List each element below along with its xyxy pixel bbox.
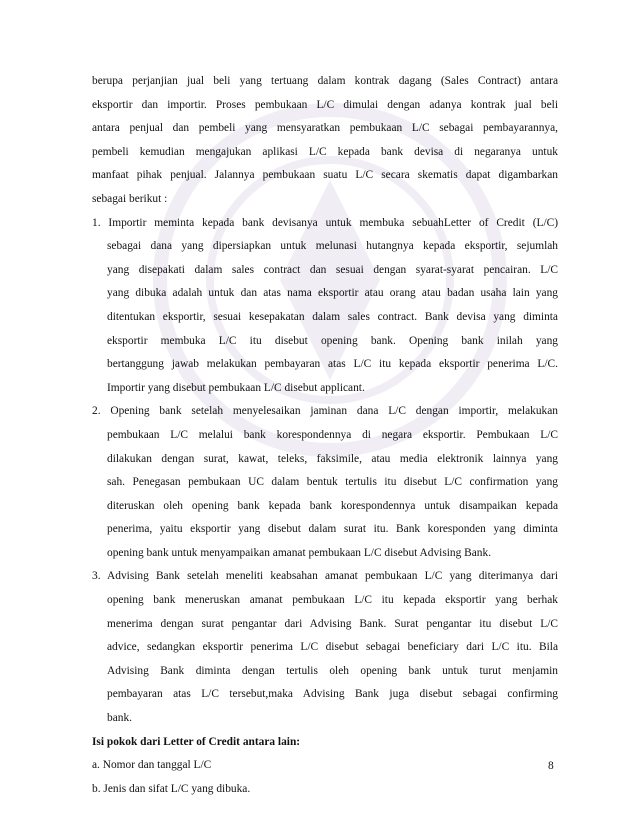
text-line: pembeli kemudian mengajukan aplikasi L/C kepada bank devisa di negaranya untuk xyxy=(92,145,558,158)
list-item-3-line: menerima dengan surat pengantar dari Advising Bank. Surat pengantar itu disebut L/C xyxy=(107,617,558,630)
list-item-1-line: bertanggung jawab melakukan pembayaran atas L/C itu kepada eksportir penerima L/C. xyxy=(107,358,558,371)
text-line: berupa perjanjian jual beli yang tertuang dalam kontrak dagang (Sales Contract) antara xyxy=(92,75,558,87)
list-item-2-line: pembukaan L/C melalui bank korespondennya di negara eksportir. Pembukaan L/C xyxy=(107,428,558,441)
body-text xyxy=(92,70,558,801)
list-item-1-line: Importir yang disebut pembukaan L/C disebut applicant. xyxy=(107,381,365,394)
list-item-2-line: opening bank untuk menyampaikan amanat pembukaan L/C disebut Advising Bank. xyxy=(107,546,492,559)
list-item-2-line: dilakukan dengan surat, kawat, teleks, faksimile, atau media elektronik lainnya yang xyxy=(107,452,558,465)
list-item-2-line: 2. Opening bank setelah menyelesaikan jaminan dana L/C dengan importir, melakukan xyxy=(92,405,558,418)
list-item-3-line: pembayaran atas L/C tersebut,maka Advising Bank juga disebut sebagai confirming xyxy=(107,688,558,701)
list-item-1-line: ditentukan eksportir, sesuai kesepakatan dalam sales contract. Bank devisa yang diminta xyxy=(107,310,558,323)
list-item-b: b. Jenis dan sifat L/C yang dibuka. xyxy=(92,782,251,795)
list-item-2-line: sah. Penegasan pembukaan UC dalam bentuk tertulis itu disebut L/C confirmation yang xyxy=(107,476,558,489)
text-line: manfaat pihak penjual. Jalannya pembukaan suatu L/C secara skematis dapat digambarkan xyxy=(92,169,558,182)
list-item-1-line: yang disepakati dalam sales contract dan sesuai dengan syarat-syarat pencairan. L/C xyxy=(107,263,558,276)
list-item-a: a. Nomor dan tanggal L/C xyxy=(92,759,212,772)
list-item-3-line: opening bank meneruskan amanat pembukaan L/C itu kepada eksportir yang berhak xyxy=(107,594,558,607)
text-line: sebagai berikut : xyxy=(92,192,168,205)
list-item-1-line: 1. Importir meminta kepada bank devisanya untuk membuka sebuahLetter of Credit (L/C) xyxy=(92,216,558,229)
list-item-1-line: eksportir membuka L/C itu disebut opening bank. Opening bank inilah yang xyxy=(107,334,558,347)
list-item-2-line: diteruskan oleh opening bank kepada bank korespondennya untuk disampaikan kepada xyxy=(107,499,558,512)
list-item-1-line: yang dibuka adalah untuk dan atas nama eksportir atau orang atau badan usaha lain yang xyxy=(107,287,558,300)
text-line: antara penjual dan pembeli yang mensyaratkan pembukaan L/C sebagai pembayarannya, xyxy=(92,122,558,135)
section-heading: Isi pokok dari Letter of Credit antara lain: xyxy=(92,735,301,748)
list-item-3-line: Advising Bank diminta dengan tertulis oleh opening bank untuk turut menjamin xyxy=(107,664,558,677)
list-item-1-line: sebagai dana yang dipersiapkan untuk melunasi hutangnya kepada eksportir, sejumlah xyxy=(107,240,558,253)
text-line: eksportir dan importir. Proses pembukaan L/C dimulai dengan adanya kontrak jual beli xyxy=(92,98,558,111)
list-item-2-line: penerima, yaitu eksportir yang disebut dalam surat itu. Bank koresponden yang diminta xyxy=(107,523,558,536)
list-item-3-line: 3. Advising Bank setelah meneliti keabsahan amanat pembukaan L/C yang diterimanya dari xyxy=(92,570,558,583)
list-item-3-line: bank. xyxy=(107,712,132,725)
list-item-3-line: advice, sedangkan eksportir penerima L/C disebut sebagai beneficiary dari L/C itu. Bila xyxy=(107,641,558,654)
page-number: 8 xyxy=(548,760,554,772)
